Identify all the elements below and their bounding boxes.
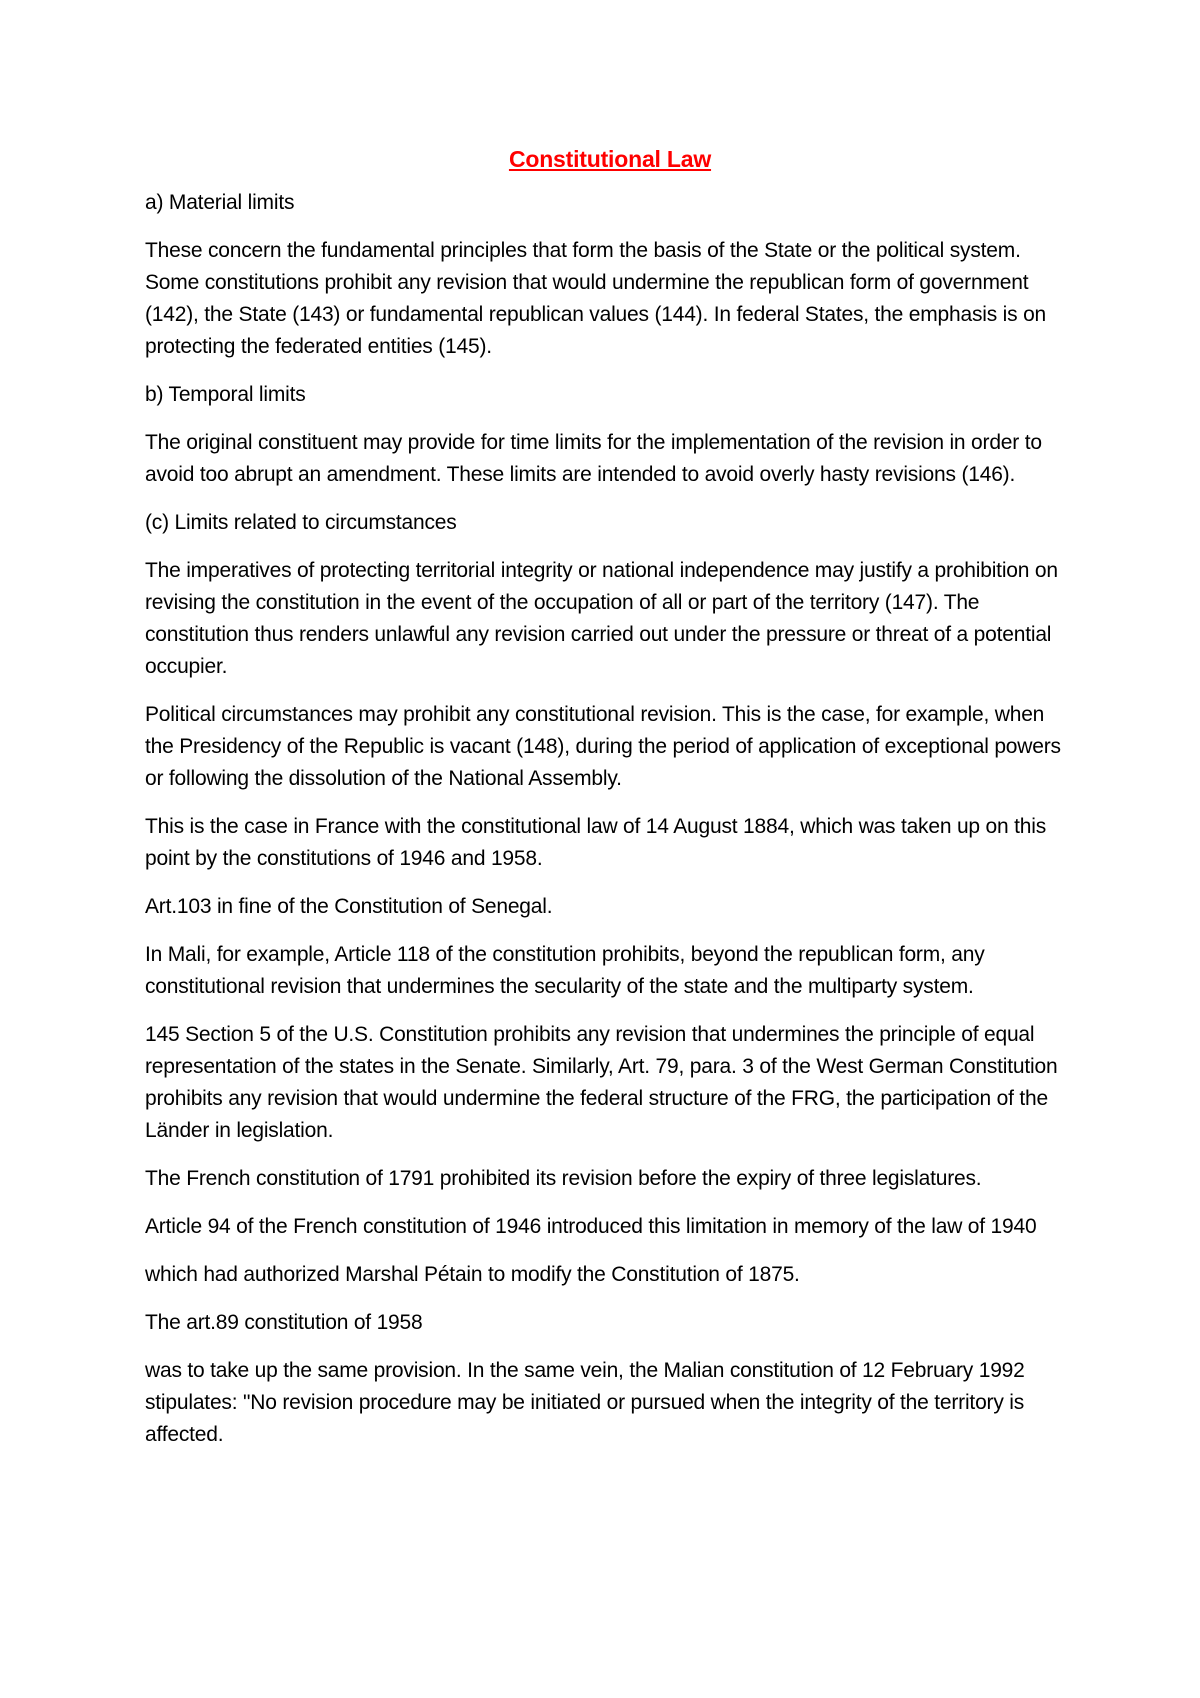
heading-circumstance-limits: (c) Limits related to circumstances — [145, 511, 457, 534]
paragraph-mali: In Mali, for example, Article 118 of the constitution prohibits, beyond the republican form, any constitutional revision that undermines the secularity of the state and the multiparty system. — [145, 943, 985, 998]
paragraph-temporal-limits: The original constituent may provide for time limits for the implementation of the revision in order to avoid too abrupt an amendment. These limits are intended to avoid overly hasty revisions (146). — [145, 431, 1042, 486]
paragraph-art-89: The art.89 constitution of 1958 — [145, 1311, 423, 1334]
paragraph-material-limits: These concern the fundamental principles that form the basis of the State or the political system. Some constitutions prohibit any revision that would undermine the republican form of government (142), the State (143) or fundamental republican values (144). In federal States, the emphasis is on protecting the federated entities (145). — [145, 239, 1047, 358]
paragraph-malian-1992: was to take up the same provision. In the same vein, the Malian constitution of 12 February 1992 stipulates: "No revision procedure may be initiated or pursued when the integrity of the territory is affected. — [145, 1359, 1025, 1446]
heading-material-limits: a) Material limits — [145, 191, 295, 214]
paragraph-article-94: Article 94 of the French constitution of 1946 introduced this limitation in memory of the law of 1940 — [145, 1215, 1037, 1238]
paragraph-territorial-integrity: The imperatives of protecting territorial integrity or national independence may justify a prohibition on revising the constitution in the event of the occupation of all or part of the territory (147). The constitution thus renders unlawful any revision carried out under the pressure or threat of a potential occupier. — [145, 559, 1058, 678]
document-title: Constitutional Law — [508, 146, 712, 172]
paragraph-petain: which had authorized Marshal Pétain to modify the Constitution of 1875. — [145, 1263, 800, 1286]
paragraph-senegal: Art.103 in fine of the Constitution of Senegal. — [145, 895, 553, 918]
paragraph-france-1884: This is the case in France with the constitutional law of 14 August 1884, which was taken up on this point by the constitutions of 1946 and 1958. — [145, 815, 1047, 870]
paragraph-france-1791: The French constitution of 1791 prohibited its revision before the expiry of three legislatures. — [145, 1167, 982, 1190]
paragraph-political-circumstances: Political circumstances may prohibit any constitutional revision. This is the case, for example, when the Presidency of the Republic is vacant (148), during the period of application of exceptional powers or following the dissolution of the National Assembly. — [145, 703, 1061, 790]
paragraph-us-constitution: 145 Section 5 of the U.S. Constitution prohibits any revision that undermines the principle of equal representation of the states in the Senate. Similarly, Art. 79, para. 3 of the West German Constitution prohibits any revision that would undermine the federal structure of the FRG, the participation of the Länder in legislation. — [145, 1023, 1058, 1142]
heading-temporal-limits: b) Temporal limits — [145, 383, 306, 406]
document-body — [145, 143, 1075, 1467]
